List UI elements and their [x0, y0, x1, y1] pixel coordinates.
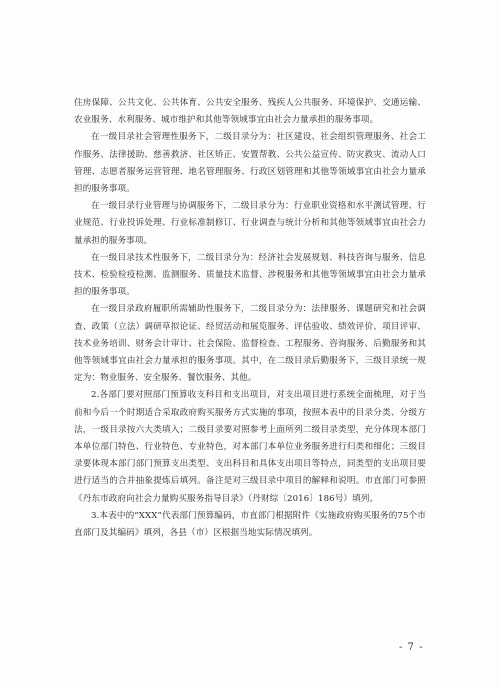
- paragraph: 在一级目录政府履职所需辅助性服务下，二级目录分为：法律服务、课题研究和社会调查、政策（立法）调研草拟论证、经贸活动和展览服务、评估验收、绩效评价、项目评审、技术业务培训、财务会计审计、社会保险、监督检查、工程服务、咨询服务、后勤服务和其他等领域事宜由社会力量承担的服务事项。其中，在二级目录后勤服务下，三级目录统一规定为：物业服务、安全服务、餐饮服务、其他。: [74, 304, 426, 384]
- paragraph: 在一级目录技术性服务下，二级目录分为：经济社会发展规划、科技咨询与服务、信息技术、检验检疫检测、监测服务、质量技术监督、涉税服务和其他等领域事宜由社会力量承担的服务事项。: [74, 252, 426, 298]
- paragraph: 在一级目录行业管理与协调服务下，二级目录分为：行业职业资格和水平测试管理、行业规范、行业投诉处理、行业标准制修订、行业调查与统计分析和其他等领域事宜由社会力量承担的服务事项。: [74, 201, 426, 246]
- paragraph: 3.本表中的“XXX”代表部门预算编码，市直部门根据附件《实施政府购买服务的75个市直部门及其编码》填列，各县（市）区根据当地实际情况填列。: [74, 510, 426, 539]
- paragraph: 住房保障、公共文化、公共体育、公共安全服务、残疾人公共服务、环境保护、交通运输、农业服务、水利服务、城市维护和其他等领域事宜由社会力量承担的服务事项。: [74, 98, 426, 126]
- page-number: - 7 -: [399, 642, 424, 653]
- document-body: [74, 95, 426, 542]
- paragraph: 2.各部门要对照部门预算收支科目和支出项目，对支出项目进行系统全面梳理，对于当前和今后一个时期适合采取政府购买服务方式实施的事项，按照本表中的目录分类、分级方法，一级目录按六大类填入；二级目录要对照参考上面所列二级目录类型，充分体现本部门本单位部门特色、行业特色、专业特色，对本部门本单位业务服务进行归类和细化；三级目录要体现本部门部门预算支出类型、支出科目和具体支出项目等特点，同类型的支出项目要进行适当的合并抽象提炼后填列。备注是对三级目录中项目的解释和说明。市直部门可参照《丹东市政府向社会力量购买服务指导目录》（丹财综〔2016〕186号）填列。: [74, 390, 426, 504]
- paragraph: 在一级目录社会管理性服务下，二级目录分为：社区建设、社会组织管理服务、社会工作服务、法律援助、慈善救济、社区矫正、安置帮教、公共公益宣传、防灾救灾、流动人口管理、志愿者服务运营管理、地名管理服务、行政区划管理和其他等领域事宜由社会力量承担的服务事项。: [74, 132, 426, 195]
